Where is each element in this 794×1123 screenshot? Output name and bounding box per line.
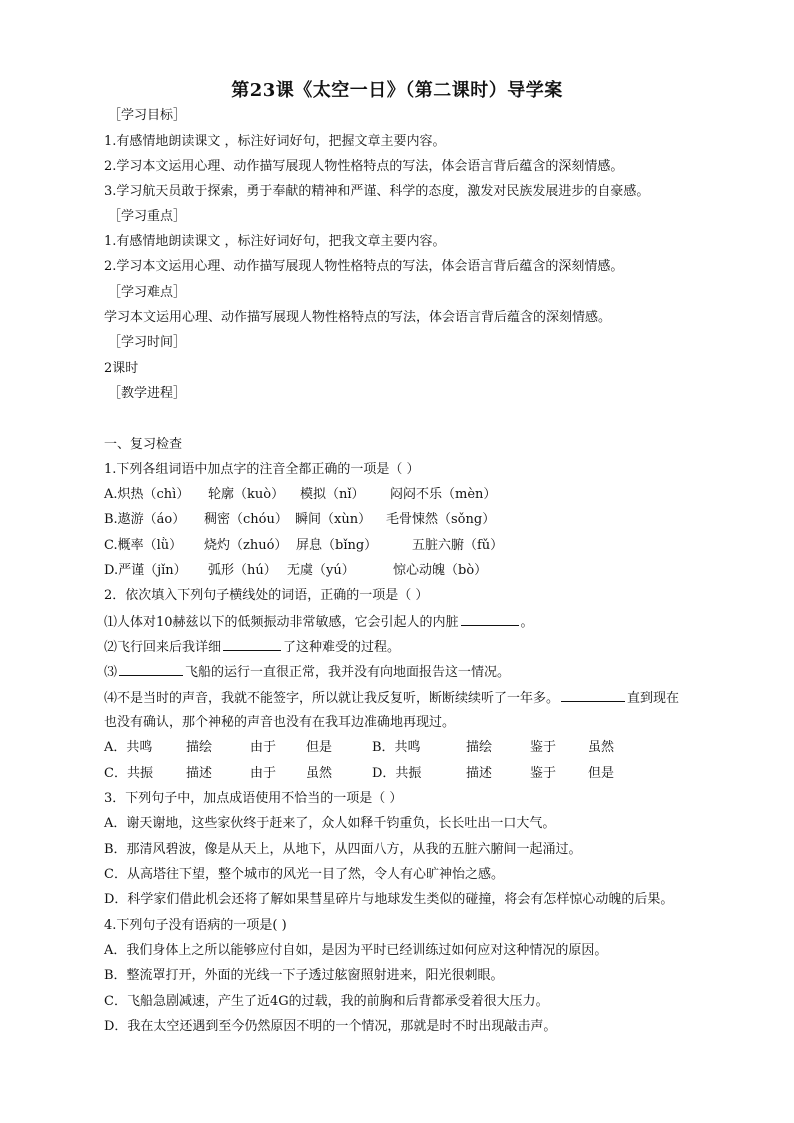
q2-option-cell: 虽然 bbox=[588, 740, 615, 755]
objective-item: 3.学习航天员敢于探索，勇于奉献的精神和严谨、科学的态度，激发对民族发展进步的自豪感。 bbox=[104, 184, 650, 199]
q1-option-cell: C.概率（lǜ） bbox=[104, 538, 183, 553]
key-point-item: 2.学习本文运用心理、动作描写展现人物性格特点的写法，体会语言背后蕴含的深刻情感。 bbox=[104, 259, 624, 274]
q2-sentence-2-text: ⑵飞行回来后我详细 bbox=[104, 640, 222, 655]
q1-option-cell: 模拟（nǐ） bbox=[300, 487, 365, 502]
q4-option: A．我们身体上之所以能够应付自如，是因为平时已经训练过如何应对这种情况的原因。 bbox=[104, 943, 608, 958]
q2-sentence-4-mid: 直到现在 bbox=[627, 691, 680, 706]
q2-option-cell: A．共鸣 bbox=[104, 740, 153, 755]
q2-option-cell: B．共鸣 bbox=[372, 740, 421, 755]
q3-option: B．那清风碧波，像是从天上，从地下，从四面八方，从我的五脏六腑间一起涌过。 bbox=[104, 842, 582, 857]
question-3-stem: 3．下列句子中，加点成语使用不恰当的一项是（ ） bbox=[104, 791, 403, 806]
q3-option: C．从高塔往下望，整个城市的风光一目了然，令人有心旷神怡之感。 bbox=[104, 867, 504, 882]
q1-option-cell: D.严谨（jǐn） bbox=[104, 563, 187, 578]
process-heading: ［教学进程］ bbox=[108, 386, 187, 401]
question-1-stem: 1.下列各组词语中加点字的注音全都正确的一项是（ ） bbox=[104, 462, 420, 477]
q2-option-cell: 但是 bbox=[588, 766, 615, 781]
q2-sentence-3-text: 飞船的运行一直很正常，我并没有向地面报告这一情况。 bbox=[185, 665, 511, 680]
objective-item: 1.有感情地朗读课文 ，标注好词好句，把握文章主要内容。 bbox=[104, 134, 446, 149]
q1-option-cell: 屏息（bǐng） bbox=[296, 538, 378, 553]
q2-option-cell: 由于 bbox=[250, 740, 277, 755]
q2-option-cell: 描绘 bbox=[186, 740, 213, 755]
q4-option: B．整流罩打开，外面的光线一下子透过舷窗照射进来，阳光很刺眼。 bbox=[104, 968, 504, 983]
q2-sentence-1 bbox=[104, 614, 534, 631]
q1-option-cell: 闷闷不乐（mèn） bbox=[390, 487, 497, 502]
question-2-stem: 2．依次填入下列句子横线处的词语，正确的一项是（ ） bbox=[104, 588, 429, 603]
q1-option-cell: 瞬间（xùn） bbox=[295, 512, 372, 527]
difficulty-text: 学习本文运用心理、动作描写展现人物性格特点的写法，体会语言背后蕴含的深刻情感。 bbox=[104, 310, 612, 325]
q1-option-cell: 五脏六腑（fǔ） bbox=[412, 538, 504, 553]
q2-sentence-2 bbox=[104, 639, 400, 656]
q1-option-cell: 烧灼（zhuó） bbox=[204, 538, 288, 553]
q2-option-cell: 由于 bbox=[250, 766, 277, 781]
q3-option: A．谢天谢地，这些家伙终于赶来了，众人如释千钧重负，长长吐出一口大气。 bbox=[104, 816, 556, 831]
q2-sentence-4-text: ⑷不是当时的声音，我就不能签字，所以就让我反复听，断断续续听了一年多。 bbox=[104, 691, 560, 706]
fill-blank bbox=[223, 639, 281, 651]
q2-sentence-4 bbox=[104, 690, 679, 707]
q2-option-cell: 虽然 bbox=[306, 766, 333, 781]
q1-option-cell: 惊心动魄（bò） bbox=[393, 563, 488, 578]
q2-option-cell: C．共振 bbox=[104, 766, 153, 781]
q2-sentence-4-cont: 也没有确认，那个神秘的声音也没有在我耳边准确地再现过。 bbox=[104, 715, 456, 730]
q4-option: D．我在太空还遇到至今仍然原因不明的一个情况，那就是时不时出现敲击声。 bbox=[104, 1019, 557, 1034]
time-text: 2课时 bbox=[104, 361, 139, 376]
q2-sentence-2-end: 了这种难受的过程。 bbox=[283, 640, 401, 655]
q2-option-cell: 描述 bbox=[466, 766, 493, 781]
review-heading: 一、复习检查 bbox=[104, 437, 183, 452]
q2-sentence-3-num: ⑶ bbox=[104, 665, 118, 680]
question-4-stem: 4.下列句子没有语病的一项是( ) bbox=[104, 918, 287, 933]
q2-option-cell: 但是 bbox=[306, 740, 333, 755]
key-points-heading: ［学习重点］ bbox=[108, 209, 187, 224]
q2-sentence-1-end: 。 bbox=[520, 615, 534, 630]
q1-option-cell: 无虞（yú） bbox=[287, 563, 355, 578]
fill-blank bbox=[561, 690, 625, 702]
q1-option-cell: 弧形（hú） bbox=[208, 563, 277, 578]
q2-sentence-3 bbox=[104, 664, 510, 681]
q1-option-cell: 轮廓（kuò） bbox=[208, 487, 285, 502]
page-title: 第23课《太空一日》（第二课时）导学案 bbox=[231, 80, 563, 101]
q4-option: C．飞船急剧减速，产生了近4G的过载，我的前胸和后背都承受着很大压力。 bbox=[104, 994, 549, 1009]
difficulty-heading: ［学习难点］ bbox=[108, 285, 187, 300]
fill-blank bbox=[461, 614, 519, 626]
q2-option-cell: 描绘 bbox=[466, 740, 493, 755]
q2-option-cell: 描述 bbox=[186, 766, 213, 781]
q1-option-cell: B.遨游（áo） bbox=[104, 512, 186, 527]
q1-option-cell: A.炽热（chì） bbox=[104, 487, 190, 502]
key-point-item: 1.有感情地朗读课文 ，标注好词好句，把我文章主要内容。 bbox=[104, 234, 446, 249]
q3-option: D．科学家们借此机会还将了解如果彗星碎片与地球发生类似的碰撞，将会有怎样惊心动魄的后果。 bbox=[104, 892, 674, 907]
q2-sentence-1-text: ⑴人体对10赫兹以下的低频振动非常敏感，它会引起人的内脏 bbox=[104, 615, 459, 630]
q2-option-cell: D．共振 bbox=[372, 766, 422, 781]
objectives-heading: ［学习目标］ bbox=[108, 108, 187, 123]
objective-item: 2.学习本文运用心理、动作描写展现人物性格特点的写法，体会语言背后蕴含的深刻情感。 bbox=[104, 159, 624, 174]
q2-option-cell: 鉴于 bbox=[530, 740, 557, 755]
time-heading: ［学习时间］ bbox=[108, 335, 187, 350]
q1-option-cell: 稠密（chóu） bbox=[204, 512, 288, 527]
fill-blank bbox=[119, 664, 183, 676]
q1-option-cell: 毛骨悚然（sǒng） bbox=[386, 512, 496, 527]
q2-option-cell: 鉴于 bbox=[530, 766, 557, 781]
